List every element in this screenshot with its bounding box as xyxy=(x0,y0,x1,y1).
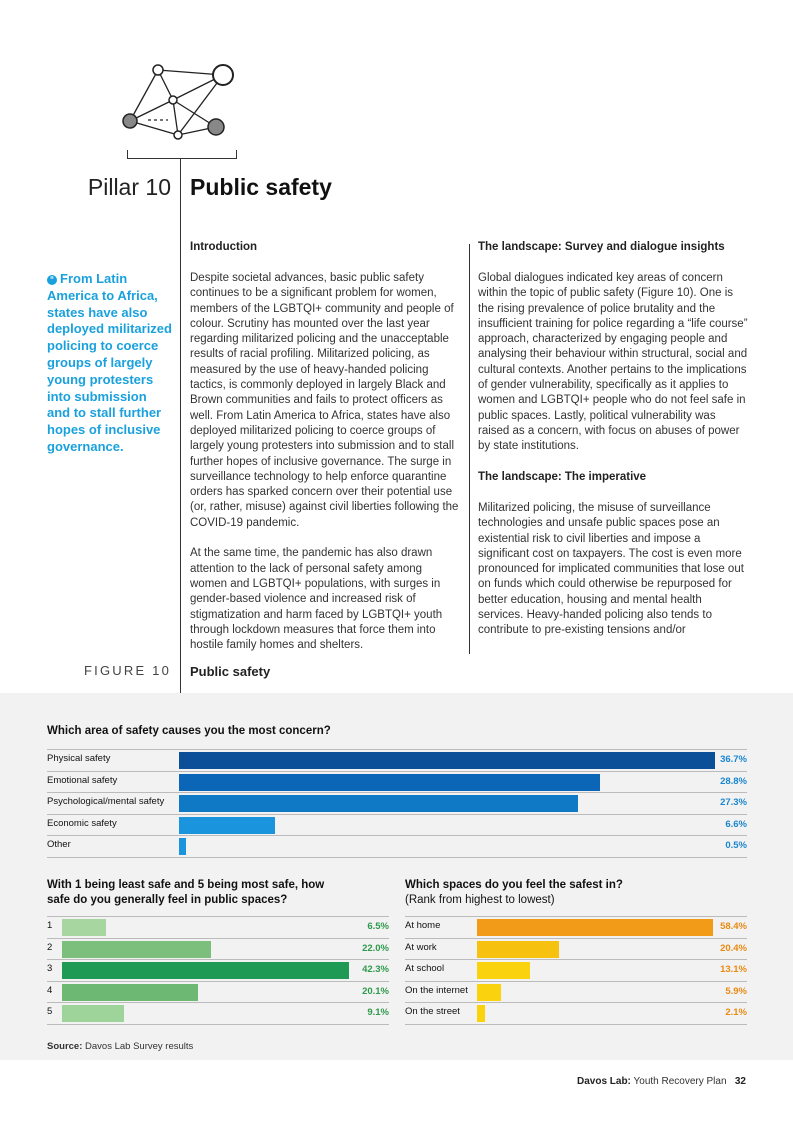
footer-brand: Davos Lab: xyxy=(576,1076,631,1087)
source-label: Source: xyxy=(47,1041,83,1052)
landscape-survey-paragraph: Global dialogues indicated key areas of concern within the topic of public safety (Figure 10). One is the rising prevalence of police brutality and the insufficient training for police regarding a “life course” approach, characterized by engaging people and analysing their behaviour within structural, social and cultural contexts. Another pertains to the implications of gender vulnerability, specifically as it applies to women and LGBTQI+ people who do not feel safe in public spaces. Lastly, political vulnerability was raised as a concern, with focus on abuses of power by state institutions. xyxy=(478,272,748,453)
source-text: Davos Lab Survey results xyxy=(85,1041,194,1052)
chart-category-label: Other xyxy=(47,839,71,850)
chart3-title-block xyxy=(405,878,747,908)
figure-source xyxy=(47,1041,193,1052)
chart-category-label: At home xyxy=(405,920,441,931)
quote-icon: “ xyxy=(47,275,57,285)
chart2-title: With 1 being least safe and 5 being most safe, how safe do you generally feel in public spaces? xyxy=(47,879,325,906)
page-footer xyxy=(577,1076,746,1087)
chart-value-label: 28.8% xyxy=(720,775,747,787)
chart-category-label: At work xyxy=(405,941,437,953)
landscape-imperative-paragraph: Militarized policing, the misuse of surveillance technologies and unsafe public spaces pose an existential risk to civil liberties and impose a significant cost on taxpayers. The cost is even more pronounced for implicated communities that lose out on funds which could otherwise be repurposed for better education, housing and mental health services. Heavy-handed policing also tends to contribute to pre-existing tensions and/or xyxy=(478,502,744,637)
chart-category-label: On the internet xyxy=(405,984,468,996)
pull-quote-text: From Latin America to Africa, states have also deployed militarized policing to coerce groups of largely young protesters into submission and to stall further hopes of inclusive governance. xyxy=(47,271,172,454)
landscape-survey-heading: The landscape: Survey and dialogue insights xyxy=(478,241,725,253)
chart-bar xyxy=(179,817,275,834)
chart-category-label: 5 xyxy=(47,1006,53,1017)
chart-row xyxy=(47,1002,389,1025)
chart-value-label: 0.5% xyxy=(725,840,747,851)
chart-value-label: 9.1% xyxy=(367,1007,389,1018)
chart-category-label: 4 xyxy=(47,984,53,996)
chart-value-label: 6.5% xyxy=(367,921,389,932)
chart-value-label: 20.1% xyxy=(362,985,389,997)
chart-bar xyxy=(179,752,715,769)
chart-row xyxy=(47,938,389,961)
chart-bar xyxy=(62,962,349,979)
chart-row xyxy=(47,814,747,837)
chart-row xyxy=(405,981,747,1004)
pillar-label: Pillar 10 xyxy=(87,174,171,200)
vertical-rule xyxy=(180,158,181,693)
chart1-bars xyxy=(47,749,747,859)
chart-bar xyxy=(62,1005,124,1022)
chart1-title: Which area of safety causes you the most concern? xyxy=(47,725,331,737)
chart-value-label: 20.4% xyxy=(720,942,747,954)
landscape-survey-body xyxy=(478,271,750,470)
intro-paragraph: At the same time, the pandemic has also drawn attention to the lack of personal safety among women and LGBTQI+ populations, with surges in gender-based violence and increased risk of stigmatization and harm faced by LGBTQI+ youth through lockdown measures that force them into hostile family homes and shelters. xyxy=(190,547,443,652)
chart3-title: Which spaces do you feel the safest in? xyxy=(405,879,623,891)
chart-value-label: 5.9% xyxy=(725,985,747,997)
figure-title: Public safety xyxy=(190,664,271,679)
chart-row xyxy=(405,916,747,939)
intro-heading: Introduction xyxy=(190,241,258,253)
landscape-imperative-heading: The landscape: The imperative xyxy=(478,471,647,483)
chart-row xyxy=(47,916,389,939)
chart-bar xyxy=(179,774,600,791)
chart-bar xyxy=(179,838,186,855)
intro-body xyxy=(190,271,460,669)
chart3-bars xyxy=(405,916,747,1026)
chart-bar xyxy=(62,941,211,958)
chart-category-label: On the street xyxy=(405,1006,460,1017)
chart-value-label: 42.3% xyxy=(362,964,389,975)
chart-category-label: Psychological/mental safety xyxy=(47,796,165,807)
chart-row xyxy=(47,771,747,794)
chart3-subtitle: (Rank from highest to lowest) xyxy=(405,894,555,906)
chart-bar xyxy=(477,984,501,1001)
pull-quote xyxy=(47,271,172,456)
chart-row xyxy=(47,981,389,1004)
chart-bar xyxy=(477,962,530,979)
chart-category-label: 3 xyxy=(47,963,53,974)
landscape-imperative-body xyxy=(478,501,750,654)
page-title: Public safety xyxy=(190,174,332,200)
page-number: 32 xyxy=(734,1076,746,1087)
chart-value-label: 22.0% xyxy=(362,942,389,954)
chart-category-label: Economic safety xyxy=(47,817,117,829)
chart-row xyxy=(405,959,747,982)
figure-label: FIGURE 10 xyxy=(84,663,171,678)
chart-row xyxy=(405,1002,747,1025)
chart-bar xyxy=(477,941,559,958)
chart-category-label: Physical safety xyxy=(47,753,111,764)
chart-bar xyxy=(179,795,578,812)
column-divider xyxy=(469,244,470,654)
network-nodes-icon xyxy=(118,55,243,160)
intro-paragraph: Despite societal advances, basic public safety continues to be a significant problem for women, members of the LGBTQI+ community and people of colour. Scrutiny has mounted over the last year regarding militarized policing and the unacceptable results of racial profiling. Militarized policing, as measured by the use of heavy-handed policing tactics, is commonly deployed in largely Black and Brown communities and fails to protect officers as well. From Latin America to Africa, states have also deployed militarized policing to coerce groups of largely young protesters into submission and to stall further hopes of inclusive governance. The surge in surveillance technology to help enforce quarantine orders has sparked concern over their potential use (or, rather, misuse) against civil liberties following the COVID-19 pandemic. xyxy=(190,272,459,529)
chart-value-label: 27.3% xyxy=(720,797,747,808)
chart-category-label: 1 xyxy=(47,920,53,931)
chart-bar xyxy=(62,919,106,936)
chart-value-label: 2.1% xyxy=(725,1007,747,1018)
chart-row xyxy=(47,749,747,772)
chart-value-label: 36.7% xyxy=(720,754,747,765)
chart-value-label: 13.1% xyxy=(720,964,747,975)
chart-row xyxy=(47,959,389,982)
chart-category-label: 2 xyxy=(47,941,53,953)
chart2-bars xyxy=(47,916,389,1026)
logo-bracket xyxy=(127,150,237,159)
chart-bar xyxy=(477,919,713,936)
chart-value-label: 6.6% xyxy=(725,818,747,830)
chart-category-label: Emotional safety xyxy=(47,774,118,786)
chart-row xyxy=(47,835,747,858)
chart-row xyxy=(405,938,747,961)
footer-doc-title: Youth Recovery Plan xyxy=(633,1076,727,1087)
chart-row xyxy=(47,792,747,815)
chart-category-label: At school xyxy=(405,963,445,974)
chart-value-label: 58.4% xyxy=(720,921,747,932)
chart-bar xyxy=(477,1005,485,1022)
chart-bar xyxy=(62,984,198,1001)
